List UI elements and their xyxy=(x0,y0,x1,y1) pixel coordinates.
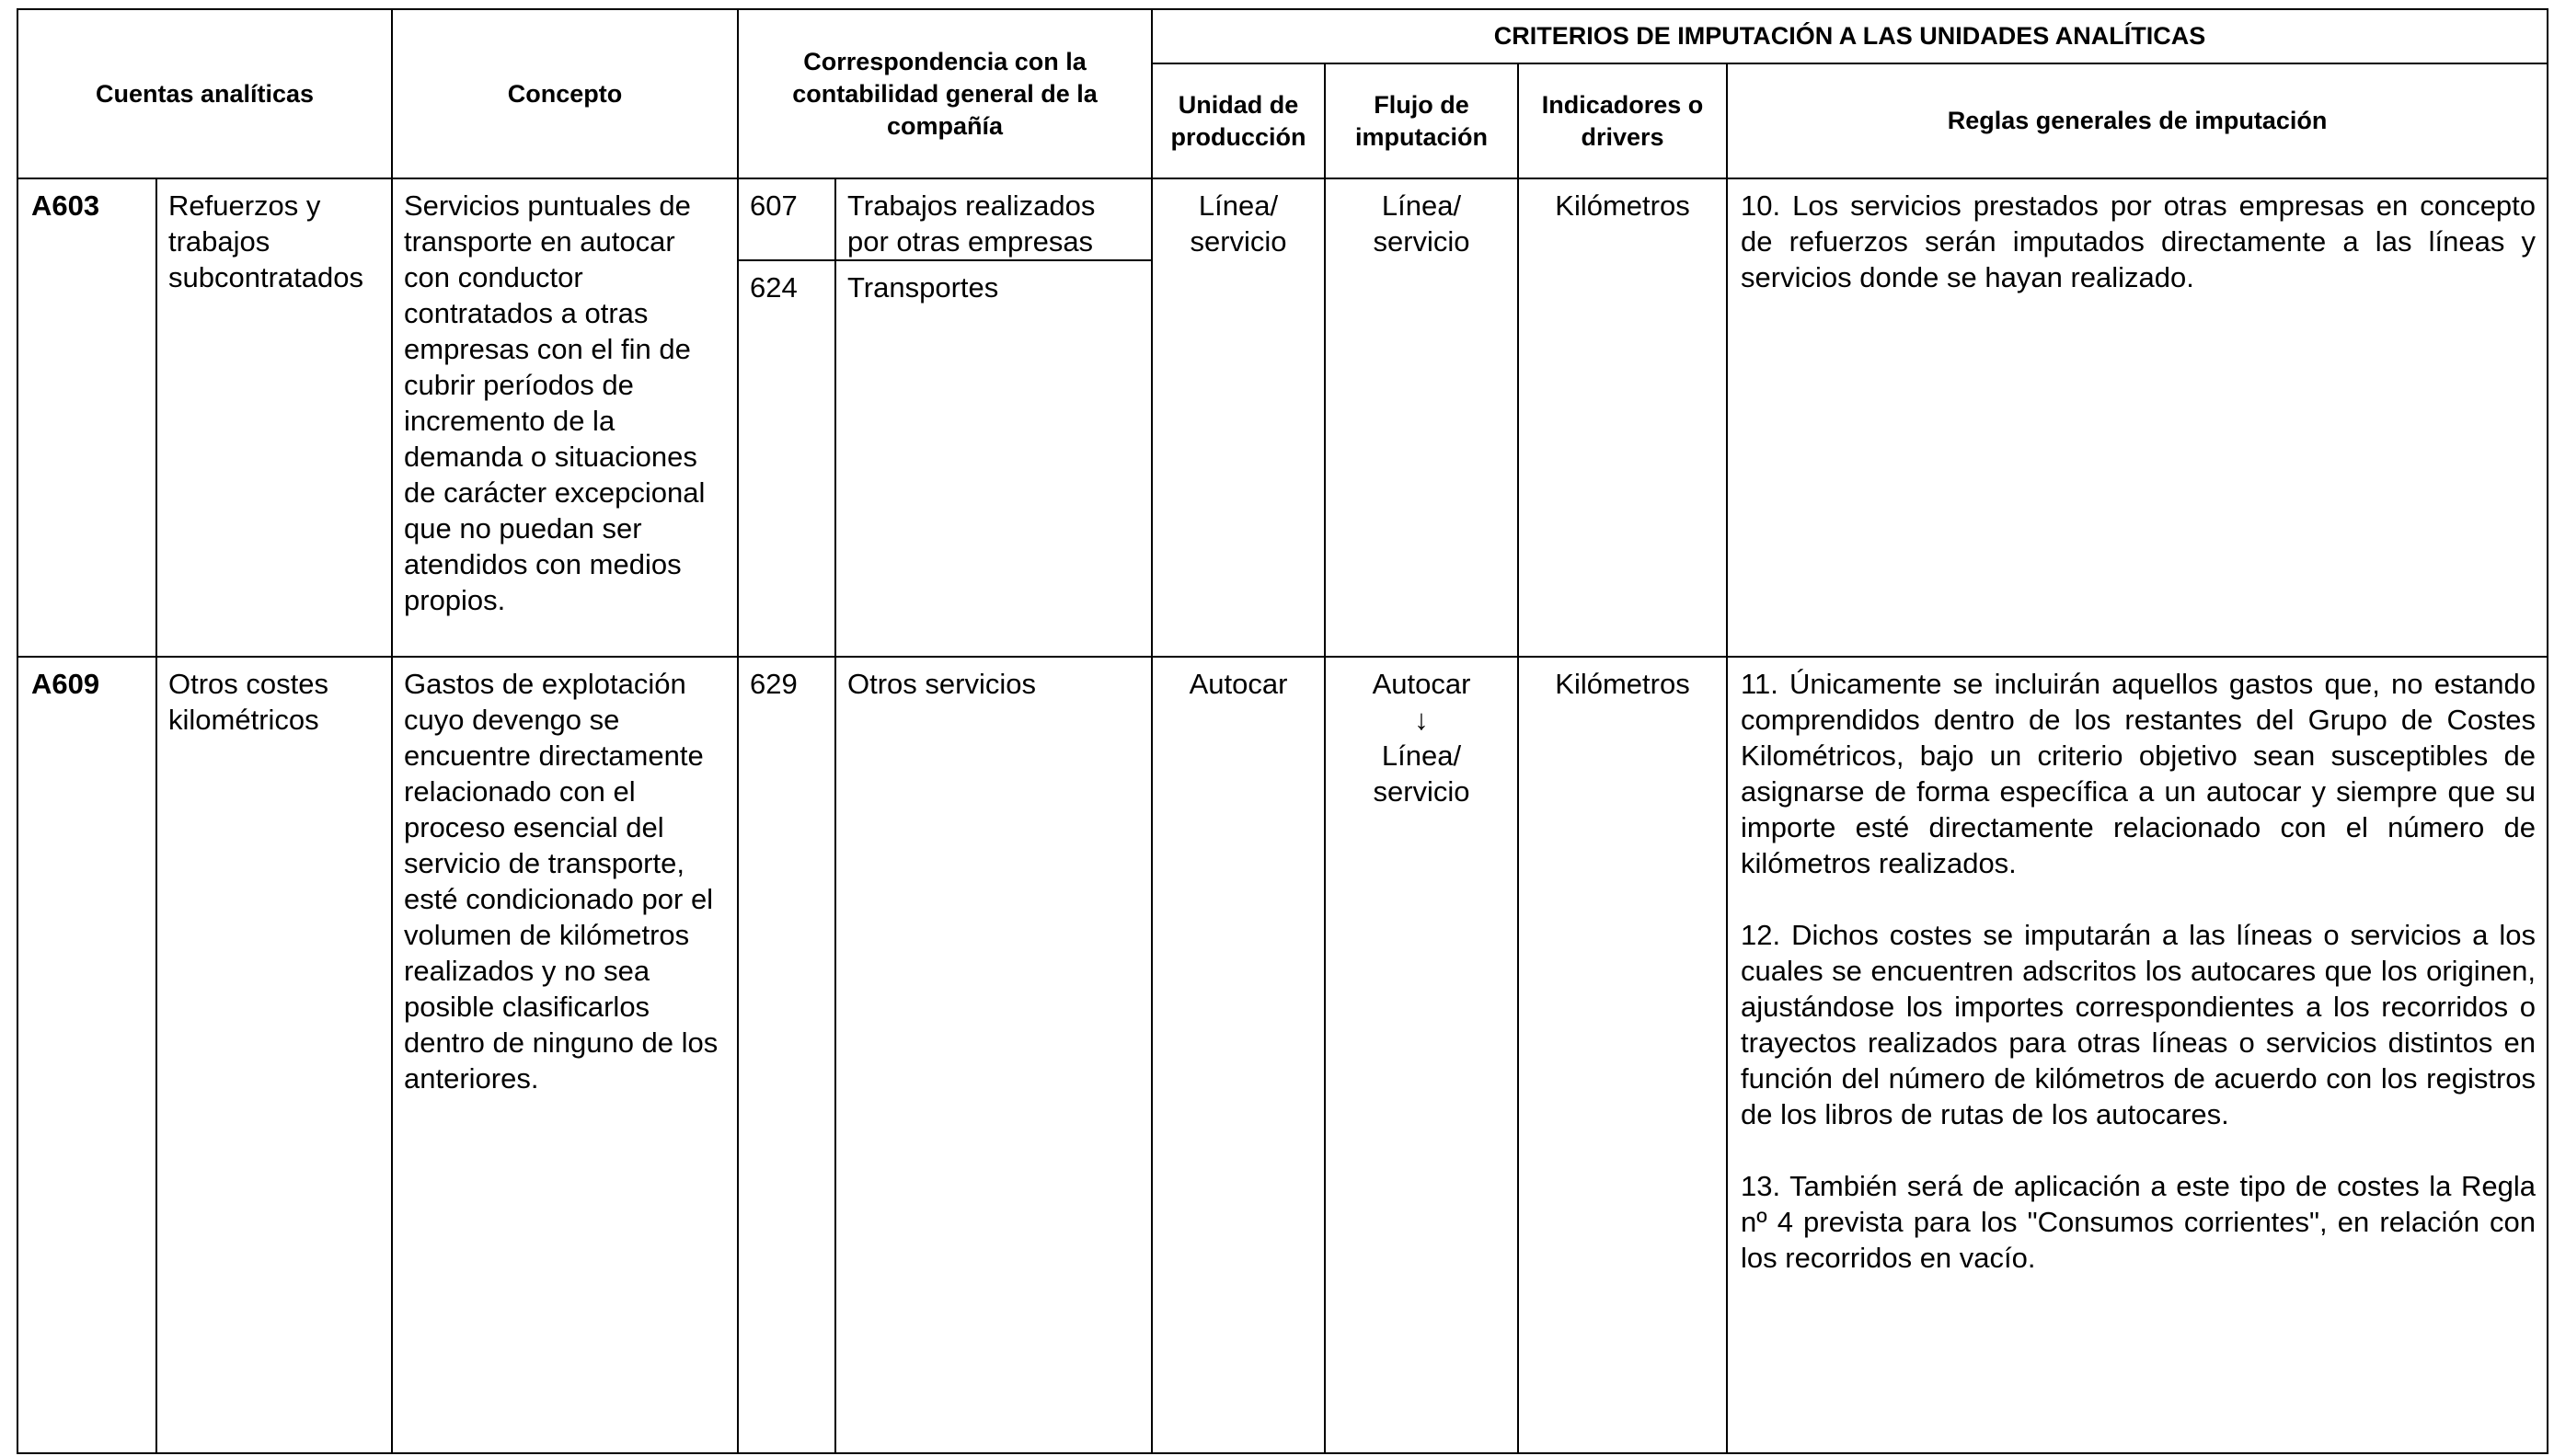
general-account-number: 629 xyxy=(738,657,835,1453)
unidad-produccion: Línea/ servicio xyxy=(1152,178,1325,657)
indicador-driver: Kilómetros xyxy=(1518,178,1727,657)
regla-paragraph: 13. También será de aplicación a este tipo de costes la Regla nº 4 prevista para los "Consumos corrientes", en relación con los recorridos en vacío. xyxy=(1741,1170,2537,1274)
header-concepto: Concepto xyxy=(392,9,738,178)
reglas-text xyxy=(1727,657,2548,1453)
indicador-driver: Kilómetros xyxy=(1518,657,1727,1453)
flujo-from: Autocar xyxy=(1372,668,1471,700)
flujo-imputacion xyxy=(1325,657,1518,1453)
account-code: A603 xyxy=(17,178,156,657)
unidad-produccion: Autocar xyxy=(1152,657,1325,1453)
account-name: Refuerzos y trabajos subcontratados xyxy=(156,178,392,657)
general-account-desc: Transportes xyxy=(835,260,1152,657)
header-reglas: Reglas generales de imputación xyxy=(1727,63,2548,178)
concepto-text: Servicios puntuales de transporte en autocar con conductor contratados a otras empresas con el fin de cubrir períodos de incremento de la demanda o situaciones de carácter excepcional que no puedan ser atendidos con medios propios. xyxy=(392,178,738,657)
header-cuentas: Cuentas analíticas xyxy=(17,9,392,178)
general-account-number: 624 xyxy=(738,260,835,657)
regla-paragraph: 11. Únicamente se incluirán aquellos gastos que, no estando comprendidos dentro de los restantes del Grupo de Costes Kilométricos, bajo un criterio objetivo sean susceptibles de asignarse de forma específica a un autocar y siempre que su importe esté directamente relacionado con el número de kilómetros realizados. xyxy=(1741,668,2537,879)
table-row xyxy=(17,657,2548,1453)
header-correspondencia: Correspondencia con la contabilidad general de la compañía xyxy=(738,9,1152,178)
regla-paragraph: 12. Dichos costes se imputarán a las líneas o servicios a los cuales se encuentren adscritos los autocares que los originen, ajustándose los importes correspondientes a los recorridos o trayectos realizados para otras líneas o servicios distintos en función del número de kilómetros de acuerdo con los registros de los libros de rutas de los autocares. xyxy=(1741,919,2537,1130)
general-account-desc: Trabajos realizados por otras empresas xyxy=(835,178,1152,260)
flujo-to: Línea/ servicio xyxy=(1373,739,1470,808)
regla-paragraph: 10. Los servicios prestados por otras empresas en concepto de refuerzos serán imputados directamente a las líneas y servicios donde se hayan realizado. xyxy=(1741,189,2537,293)
flujo-imputacion xyxy=(1325,178,1518,657)
arrow-down-icon: ↓ xyxy=(1414,704,1429,736)
header-unidad: Unidad de producción xyxy=(1152,63,1325,178)
general-account-number: 607 xyxy=(738,178,835,260)
table-row xyxy=(17,178,2548,260)
header-flujo: Flujo de imputación xyxy=(1325,63,1518,178)
flujo-from: Línea/ servicio xyxy=(1373,189,1470,258)
account-name: Otros costes kilométricos xyxy=(156,657,392,1453)
header-indicadores: Indicadores o drivers xyxy=(1518,63,1727,178)
account-code: A609 xyxy=(17,657,156,1453)
reglas-text xyxy=(1727,178,2548,657)
general-account-desc: Otros servicios xyxy=(835,657,1152,1453)
concepto-text: Gastos de explotación cuyo devengo se encuentre directamente relacionado con el proceso esencial del servicio de transporte, esté condicionado por el volumen de kilómetros realizados y no sea posible clasificarlos dentro de ninguno de los anteriores. xyxy=(392,657,738,1453)
header-criterios: CRITERIOS DE IMPUTACIÓN A LAS UNIDADES ANALÍTICAS xyxy=(1152,9,2548,63)
imputation-criteria-table xyxy=(17,8,2548,1454)
